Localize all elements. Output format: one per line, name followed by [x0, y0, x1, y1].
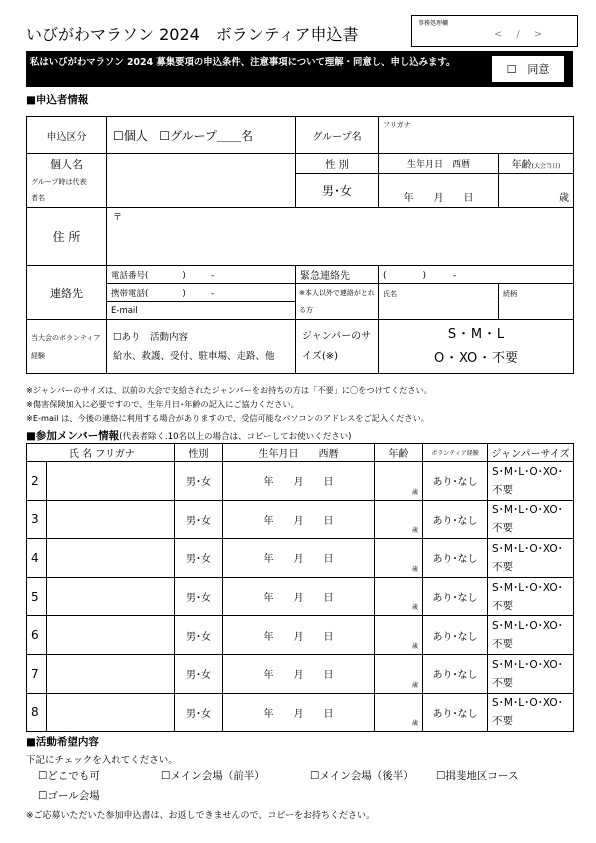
col-age: 年齢 [375, 444, 423, 462]
member-birth-field[interactable]: 年 月 日 [223, 500, 375, 539]
age-label: 年齢 [511, 160, 532, 171]
activity-heading: ■活動希望内容 [26, 736, 99, 748]
col-name: 氏 名 フリガナ [27, 444, 175, 462]
jumper-size-select[interactable] [379, 320, 574, 374]
member-age-field[interactable]: 歳 [375, 500, 423, 539]
member-number: 7 [27, 654, 47, 693]
emergency-note: ※本人以外で連絡がとれる方 [296, 284, 379, 320]
email-field[interactable]: E-mail [107, 302, 296, 320]
member-name-field[interactable] [47, 500, 175, 539]
option-main-first[interactable]: ☐メイン会場（前半） [161, 770, 265, 782]
activity-instruction: 下記にチェックを入れてください。 [26, 755, 178, 766]
contact-label: 連絡先 [27, 266, 107, 320]
member-gender-select[interactable]: 男･女 [175, 500, 223, 539]
emergency-label: 緊急連絡先 [296, 266, 379, 284]
mobile-field[interactable]: 携帯電話( ) - [107, 284, 296, 302]
member-experience-select[interactable]: あり･なし [423, 500, 488, 539]
option-ibi-course[interactable]: ☐揖斐地区コース [436, 770, 519, 782]
table-row [27, 654, 574, 693]
category-label: 申込区分 [27, 117, 107, 154]
member-name-field[interactable] [47, 577, 175, 616]
table-row [27, 539, 574, 578]
members-header-row [27, 444, 574, 462]
applicant-heading: ■申込者情報 [26, 94, 89, 106]
option-main-second[interactable]: ☐メイン会場（後半） [310, 770, 414, 782]
member-experience-select[interactable]: あり･なし [423, 462, 488, 501]
member-experience-select[interactable]: あり･なし [423, 577, 488, 616]
member-name-field[interactable] [47, 654, 175, 693]
relation-field[interactable] [499, 284, 574, 320]
experience-checkbox[interactable]: ☐あり 活動内容 [113, 331, 189, 343]
col-birth: 生年月日 西暦 [223, 444, 375, 462]
member-experience-select[interactable]: あり･なし [423, 539, 488, 578]
member-age-field[interactable]: 歳 [375, 616, 423, 655]
member-experience-select[interactable]: あり･なし [423, 693, 488, 732]
individual-checkbox[interactable]: ☐個人 [113, 128, 148, 143]
member-gender-select[interactable]: 男･女 [175, 462, 223, 501]
experience-label: 当大会のボランティア経験 [27, 320, 107, 374]
member-birth-field[interactable]: 年 月 日 [223, 462, 375, 501]
member-number: 6 [27, 616, 47, 655]
birth-label: 生年月日 西暦 [379, 154, 499, 174]
furigana-label: フリガナ [383, 121, 411, 129]
note-jumper: ※ジャンパーのサイズは、以前の大会で支給されたジャンパーをお持ちの方は「不要」に〇をつけてください。 [26, 385, 432, 395]
table-row [27, 500, 574, 539]
member-jumper-select[interactable]: S･M･L･O･XO･不要 [488, 577, 574, 616]
option-anywhere[interactable]: ☐どこでも可 [38, 770, 100, 782]
jumper-label: ジャンパーのサイズ(※) [296, 320, 379, 374]
agreement-bar [26, 51, 573, 87]
member-birth-field[interactable]: 年 月 日 [223, 539, 375, 578]
name-field[interactable] [107, 154, 296, 208]
category-options [107, 117, 296, 154]
member-age-field[interactable]: 歳 [375, 654, 423, 693]
page-title: いびがわマラソン 2024 ボランティア申込書 [26, 25, 359, 44]
gender-label: 性 別 [296, 154, 379, 174]
footer-note: ※ご応募いただいた参加申込書は、お返しできませんので、コピーをお持ちください。 [26, 811, 376, 821]
table-row [27, 693, 574, 732]
member-birth-field[interactable]: 年 月 日 [223, 654, 375, 693]
name-label: 個人名 [50, 158, 83, 171]
jumper-sizes-line1: S ･ M ･ L [447, 326, 505, 342]
agree-checkbox[interactable]: ☐ 同意 [492, 56, 564, 82]
member-age-field[interactable]: 歳 [375, 462, 423, 501]
member-jumper-select[interactable]: S･M･L･O･XO･不要 [488, 539, 574, 578]
agreement-text: 私はいびがわマラソン 2024 募集要項の申込条件、注意事項について理解・同意し、申し込みます。 [30, 57, 456, 68]
address-label: 住 所 [27, 208, 107, 266]
member-name-field[interactable] [47, 616, 175, 655]
office-date-marks: < / > [494, 29, 545, 40]
emergency-name-field[interactable] [379, 284, 499, 320]
member-jumper-select[interactable]: S･M･L･O･XO･不要 [488, 500, 574, 539]
phone-field[interactable]: 電話番号( ) - [107, 266, 296, 284]
member-name-field[interactable] [47, 693, 175, 732]
member-experience-select[interactable]: あり･なし [423, 616, 488, 655]
member-jumper-select[interactable]: S･M･L･O･XO･不要 [488, 654, 574, 693]
experience-examples: 給水、救護、受付、駐車場、走路、他 [113, 350, 275, 362]
member-experience-select[interactable]: あり･なし [423, 654, 488, 693]
members-table [26, 443, 574, 732]
members-heading [26, 428, 352, 443]
address-field[interactable] [107, 208, 574, 266]
member-gender-select[interactable]: 男･女 [175, 693, 223, 732]
relation-label: 続柄 [503, 290, 517, 298]
table-row [27, 577, 574, 616]
emergency-phone-field[interactable]: ( ) - [379, 266, 574, 284]
member-number: 3 [27, 500, 47, 539]
experience-cell [107, 320, 296, 374]
jumper-sizes-line2: O ･ XO ･ 不要 [433, 350, 519, 366]
member-gender-select[interactable]: 男･女 [175, 654, 223, 693]
member-age-field[interactable]: 歳 [375, 577, 423, 616]
member-jumper-select[interactable]: S･M･L･O･XO･不要 [488, 693, 574, 732]
member-gender-select[interactable]: 男･女 [175, 539, 223, 578]
age-field[interactable]: 歳 [499, 174, 574, 208]
member-birth-field[interactable]: 年 月 日 [223, 616, 375, 655]
group-name-field[interactable] [379, 117, 574, 154]
table-row [27, 462, 574, 501]
age-note: (大会当日) [531, 163, 561, 170]
member-number: 2 [27, 462, 47, 501]
member-number: 4 [27, 539, 47, 578]
member-gender-select[interactable]: 男･女 [175, 616, 223, 655]
member-jumper-select[interactable]: S･M･L･O･XO･不要 [488, 616, 574, 655]
member-birth-field[interactable]: 年 月 日 [223, 693, 375, 732]
emergency-name-label: 氏名 [383, 290, 397, 298]
member-name-field[interactable] [47, 462, 175, 501]
members-heading-text: ■参加メンバー情報 [26, 430, 120, 442]
group-checkbox[interactable]: ☐グループ＿＿名 [159, 128, 254, 143]
note-email: ※E-mail は、今後の連絡に利用する場合がありますので、受信可能なパソコンのアドレスをご記入ください。 [26, 413, 429, 423]
member-age-field[interactable]: 歳 [375, 693, 423, 732]
office-use-label: 事務処理欄 [418, 20, 449, 27]
table-row [27, 616, 574, 655]
option-goal[interactable]: ☐ゴール会場 [38, 790, 100, 802]
member-name-field[interactable] [47, 539, 175, 578]
members-heading-note: (代表者除く.10名以上の場合は、コピーしてお使いください) [119, 432, 352, 442]
member-birth-field[interactable]: 年 月 日 [223, 577, 375, 616]
col-experience: ボランティア経験 [423, 444, 488, 462]
col-jumper: ジャンパーサイズ [488, 444, 574, 462]
postal-mark: 〒 [113, 213, 123, 223]
name-label-cell [27, 154, 107, 208]
age-label-cell [499, 154, 574, 174]
birth-field[interactable]: 年 月 日 [379, 174, 499, 208]
col-gender: 性別 [175, 444, 223, 462]
member-age-field[interactable]: 歳 [375, 539, 423, 578]
applicant-table [26, 116, 574, 374]
member-gender-select[interactable]: 男･女 [175, 577, 223, 616]
member-jumper-select[interactable]: S･M･L･O･XO･不要 [488, 462, 574, 501]
group-name-label: グループ名 [296, 117, 379, 154]
office-use-box [411, 15, 578, 47]
member-number: 5 [27, 577, 47, 616]
name-note: グループ時は代表者名 [31, 178, 87, 202]
member-number: 8 [27, 693, 47, 732]
gender-select[interactable]: 男･女 [296, 174, 379, 208]
note-insurance: ※傷害保険加入に必要ですので、生年月日･年齢の記入にご協力ください。 [26, 399, 299, 409]
